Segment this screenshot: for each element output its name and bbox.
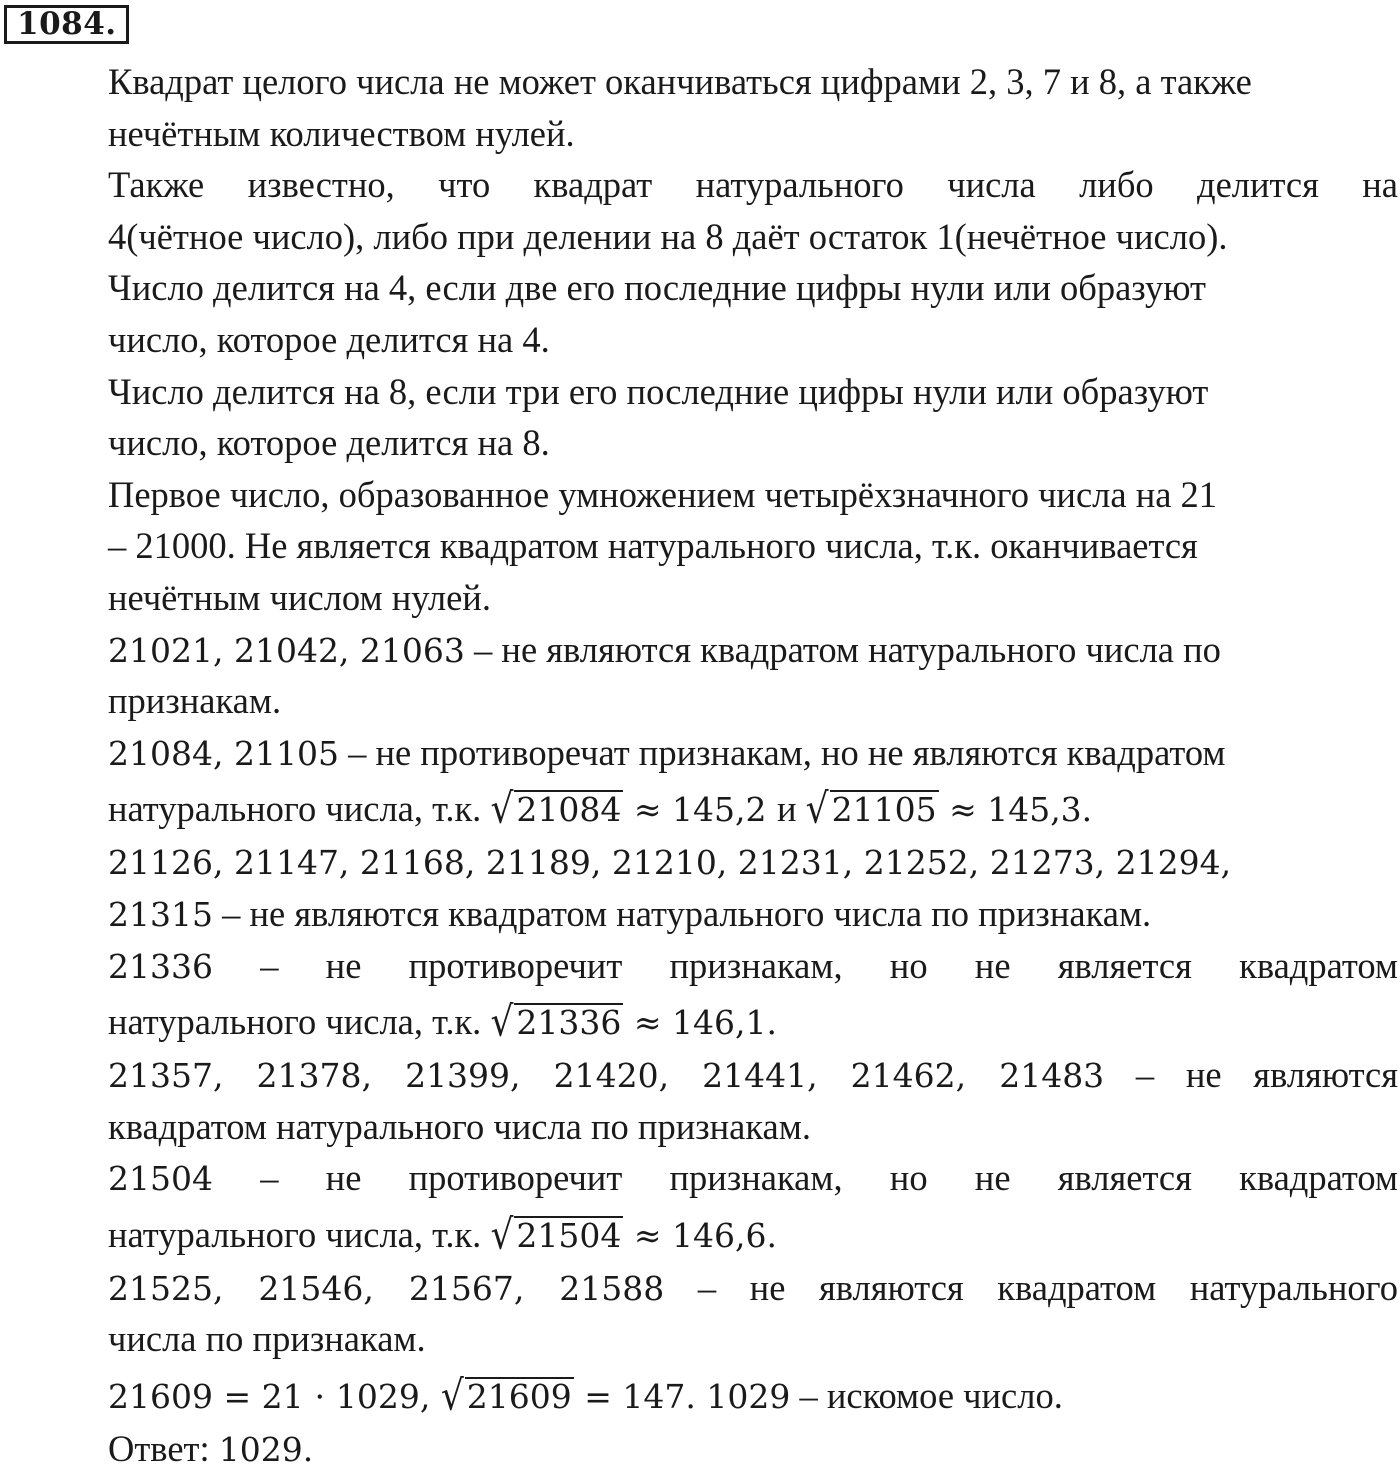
answer-value: 1029.	[218, 1430, 314, 1470]
text-line-13: признакам.	[108, 680, 282, 722]
square-root	[490, 992, 623, 1054]
text-line-26	[108, 1365, 1398, 1423]
text-line-24	[108, 1262, 1398, 1314]
radical-sign: √	[805, 786, 829, 834]
math-segment: ≈ 146,6.	[623, 1215, 777, 1255]
text-line-11: нечётным числом нулей.	[108, 576, 491, 618]
square-root	[490, 1205, 623, 1267]
radicand: 21609	[466, 1377, 572, 1417]
text-line-10: – 21000. Не является квадратом натурального числа, т.к. оканчивается	[108, 525, 1198, 567]
math-numbers: 21357, 21378, 21399, 21420, 21441, 21462, 21483	[108, 1056, 1105, 1096]
answer-label: Ответ:	[108, 1428, 219, 1470]
text-segment: и	[776, 788, 806, 830]
text-segment: натурального числа, т.к.	[108, 788, 491, 830]
text-line-21: квадратом натурального числа по признакам.	[108, 1105, 811, 1147]
text-segment: натурального числа, т.к.	[108, 1213, 491, 1255]
text-line-1: Квадрат целого числа не может оканчиваться цифрами 2, 3, 7 и 8, а также	[108, 61, 1252, 102]
text-segment: – не противоречат признакам, но не являются квадратом	[338, 731, 1226, 773]
text-line-2: нечётным количеством нулей.	[108, 112, 575, 154]
math-segment: = 147. 1029	[573, 1377, 791, 1417]
math-numbers: 21525, 21546, 21567, 21588	[108, 1268, 665, 1308]
text-line-7: Число делится на 8, если три его последние цифры нули или образуют	[108, 370, 1209, 412]
text-line-23	[108, 1204, 1398, 1262]
math-numbers: 21315	[108, 894, 213, 934]
text-segment: натурального числа, т.к.	[108, 1001, 491, 1043]
text-line-6: число, которое делится на 4.	[108, 318, 550, 360]
text-line-15	[108, 778, 1398, 836]
text-segment: – не являются	[1104, 1054, 1398, 1096]
text-line-17	[108, 888, 1398, 940]
text-line-12	[108, 624, 1398, 676]
text-segment: – искомое число.	[790, 1375, 1063, 1417]
text-line-18	[108, 940, 1398, 992]
text-segment: – не являются квадратом натурального числа по признакам.	[212, 892, 1152, 934]
text-line-25: числа по признакам.	[108, 1318, 426, 1360]
math-numbers: 21021, 21042, 21063	[108, 630, 465, 670]
text-segment: – не противоречит признакам, но не является квадратом	[212, 944, 1398, 986]
math-numbers: 21084, 21105	[108, 733, 339, 773]
text-line-9: Первое число, образованное умножением четырёхзначного числа на 21	[108, 473, 1218, 515]
radical-sign: √	[490, 1211, 514, 1259]
square-root	[490, 779, 623, 841]
radicand: 21084	[516, 790, 622, 830]
text-line-3: Также известно, что квадрат натурального числа либо делится на	[108, 164, 1398, 206]
solution-text	[108, 56, 1398, 1475]
text-line-14	[108, 727, 1398, 779]
math-numbers: 21126, 21147, 21168, 21189, 21210, 21231, 21252, 21273, 21294,	[108, 843, 1232, 883]
math-segment: 21609 = 21 ⋅ 1029,	[108, 1377, 441, 1417]
problem-number: 1084.	[4, 5, 129, 44]
radicand: 21504	[516, 1215, 622, 1255]
radical-sign: √	[490, 998, 514, 1047]
math-numbers: 21504	[108, 1159, 213, 1199]
text-line-4: 4(чётное число), либо при делении на 8 даёт остаток 1(нечётное число).	[108, 215, 1228, 257]
square-root	[441, 1366, 574, 1428]
text-segment: – не являются квадратом натурального	[664, 1266, 1398, 1308]
square-root	[806, 779, 939, 841]
math-segment: ≈ 145,2	[623, 790, 777, 830]
text-line-20	[108, 1049, 1398, 1101]
text-line-16	[108, 836, 1398, 888]
math-segment: ≈ 145,3.	[938, 790, 1093, 830]
text-segment: – не противоречит признакам, но не является квадратом	[212, 1157, 1398, 1199]
radicand: 21336	[516, 1003, 622, 1043]
radical-sign: √	[440, 1372, 464, 1421]
text-line-8: число, которое делится на 8.	[108, 422, 550, 464]
text-line-19	[108, 991, 1398, 1049]
answer-line	[108, 1423, 1398, 1475]
text-line-5: Число делится на 4, если две его последние цифры нули или образуют	[108, 267, 1206, 309]
text-line-22	[108, 1152, 1398, 1204]
radical-sign: √	[490, 786, 514, 834]
math-numbers: 21336	[108, 946, 213, 986]
text-segment: – не являются квадратом натурального числа по	[464, 628, 1221, 670]
radicand: 21105	[831, 790, 937, 830]
math-segment: ≈ 146,1.	[623, 1003, 777, 1043]
